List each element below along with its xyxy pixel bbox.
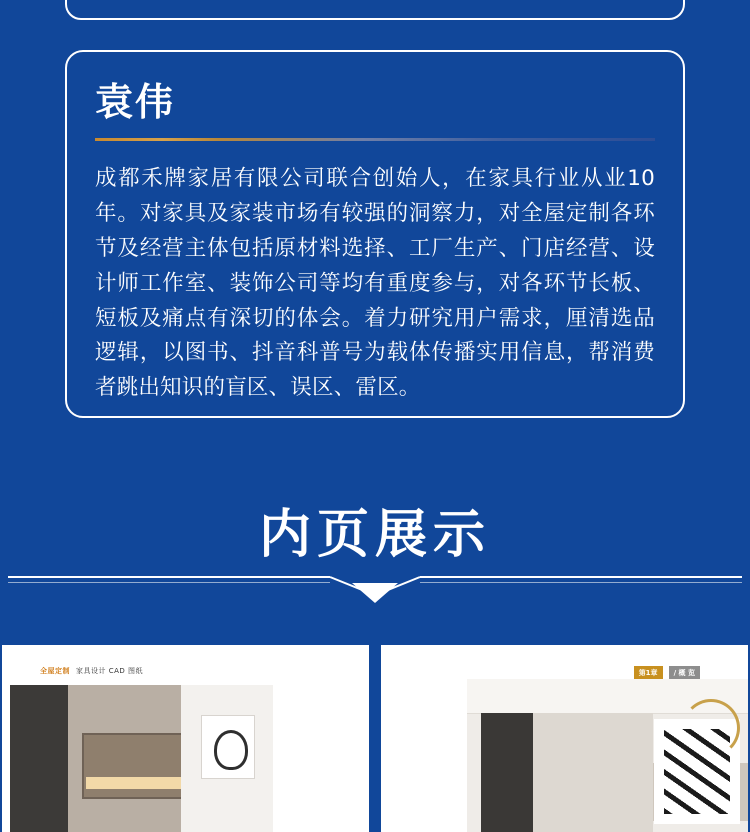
profile-card — [65, 50, 685, 418]
section-heading: 内页展示 — [258, 505, 491, 565]
preview-left-tag-secondary: 家具设计 CAD 图纸 — [76, 667, 144, 675]
preview-right-image — [467, 679, 748, 832]
divider-line-right-thin — [420, 582, 742, 583]
preview-right[interactable] — [381, 645, 748, 832]
preview-strip — [0, 645, 750, 832]
preview-right-tags — [634, 666, 700, 680]
profile-name: 袁伟 — [95, 80, 176, 124]
top-partial-card — [65, 0, 685, 20]
profile-bio: 成都禾牌家居有限公司联合创始人，在家具行业从业10年。对家具及家装市场有较强的洞察力，对全屋定制各环节及经营主体包括原材料选择、工厂生产、门店经营、设计师工作室、装饰公司等均有重度参与，对各环节长板、短板及痛点有深切的体会。着力研究用户需求，厘清选品逻辑，以图书、抖音科普号为载体传播实用信息，帮消费者跳出知识的盲区、误区、雷区。 — [95, 166, 655, 401]
preview-right-tag-chapter: 第1章 — [634, 666, 663, 680]
preview-left-tags — [40, 666, 143, 676]
preview-left-image — [10, 685, 273, 832]
preview-left-tag-primary: 全屋定制 — [40, 667, 70, 675]
preview-left[interactable] — [2, 645, 369, 832]
chevron-down-icon — [352, 583, 398, 603]
gradient-divider — [95, 138, 655, 141]
preview-right-tag-section: / 概 览 — [669, 666, 700, 680]
divider-line-right — [420, 576, 742, 578]
chevron-divider — [0, 570, 750, 610]
divider-line-left — [8, 576, 330, 578]
divider-line-left-thin — [8, 582, 330, 583]
